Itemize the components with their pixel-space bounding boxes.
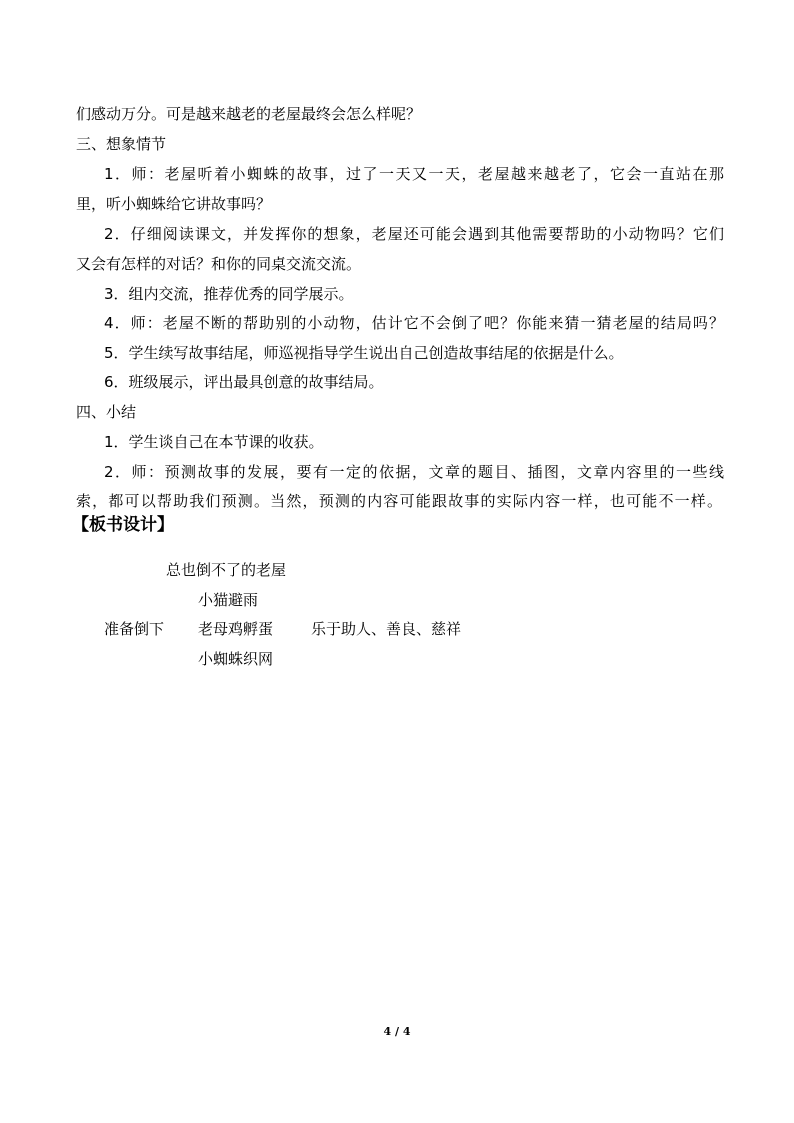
section-heading: 三、想象情节: [76, 135, 167, 153]
paragraph-line: 2．师：预测故事的发展，要有一定的依据，文章的题目、插图，文章内容里的一些线: [104, 463, 724, 481]
board-title: 总也倒不了的老屋: [166, 561, 287, 579]
board-right-label: 乐于助人、善良、慈祥: [311, 620, 462, 638]
paragraph-line: 4．师：老屋不断的帮助别的小动物，估计它不会倒了吧？你能来猜一猜老屋的结局吗？: [104, 314, 724, 332]
paragraph-line: 6．班级展示，评出最具创意的故事结局。: [104, 373, 384, 391]
board-item: 小蜘蛛织网: [198, 650, 274, 668]
board-left-label: 准备倒下: [104, 620, 165, 638]
paragraph-line: 2．仔细阅读课文，并发挥你的想象，老屋还可能会遇到其他需要帮助的小动物吗？它们: [104, 225, 724, 243]
paragraph-line: 1．师：老屋听着小蜘蛛的故事，过了一天又一天，老屋越来越老了，它会一直站在那: [104, 165, 724, 183]
paragraph-line: 又会有怎样的对话？和你的同桌交流交流。: [76, 255, 362, 273]
section-heading: 四、小结: [76, 403, 137, 421]
paragraph-line: 3．组内交流，推荐优秀的同学展示。: [104, 285, 354, 303]
paragraph-line: 里，听小蜘蛛给它讲故事吗？: [76, 195, 272, 213]
paragraph-line: 5．学生续写故事结尾，师巡视指导学生说出自己创造故事结尾的依据是什么。: [104, 344, 624, 362]
board-item: 小猫避雨: [198, 591, 259, 609]
paragraph-line: 索，都可以帮助我们预测。当然，预测的内容可能跟故事的实际内容一样，也可能不一样。: [76, 492, 722, 510]
paragraph-line: 们感动万分。可是越来越老的老屋最终会怎么样呢？: [76, 105, 422, 123]
board-design-heading: 【板书设计】: [72, 515, 174, 535]
page-number: 4 / 4: [383, 1025, 411, 1038]
paragraph-line: 1．学生谈自己在本节课的收获。: [104, 433, 324, 451]
board-item: 老母鸡孵蛋: [198, 620, 274, 638]
